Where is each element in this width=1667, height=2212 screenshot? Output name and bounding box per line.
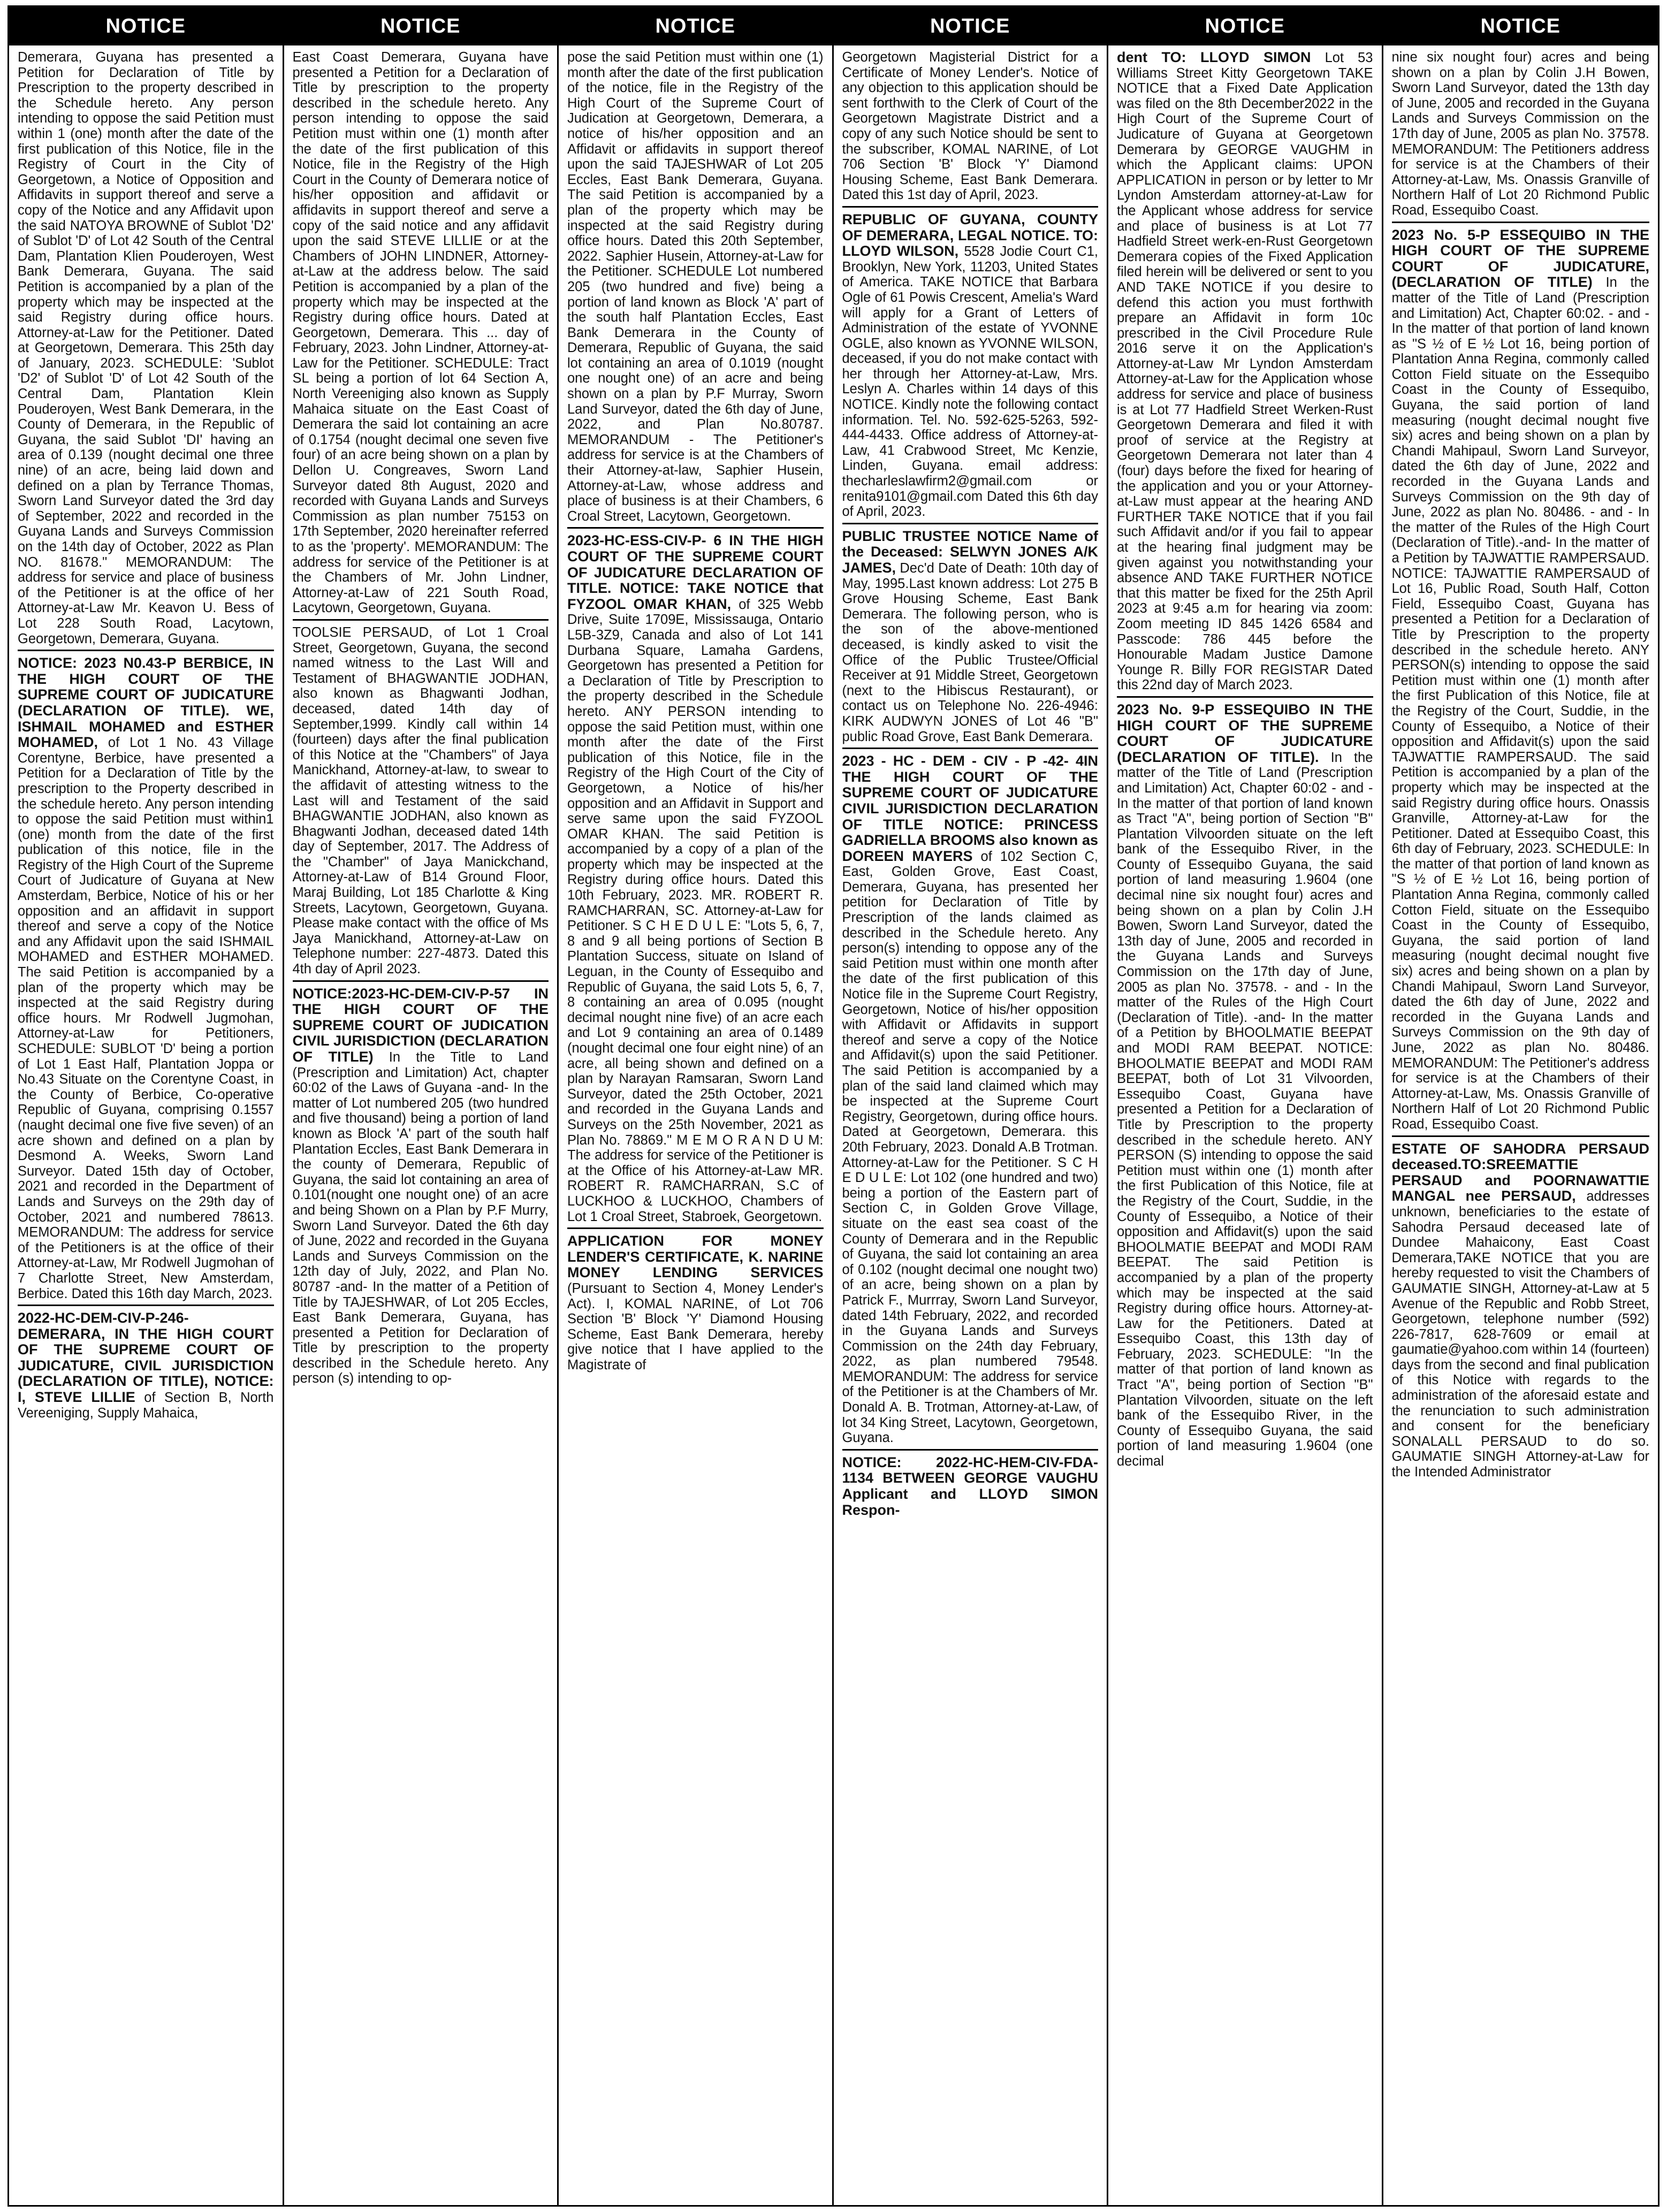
notice-heading: NOTICE: 2023 N0.43-P BERBICE, IN THE HIGH COURT OF THE SUPREME COURT OF JUDICATURE (DECLARATION OF TITLE). WE, ISHMAIL MOHAMED and ESTHER MOHAMED, — [18, 655, 274, 751]
column-body — [284, 45, 558, 1386]
column-body — [9, 45, 283, 1421]
notice-text: of 325 Webb Drive, Suite 1709E, Mississauga, Ontario L5B-3Z9, Canada and also of Lot 141 Durbana Square, Lamaha Gardens, Georgetown has presented a Petition for a Declaration of Title by Prescription to the property described in the Schedule hereto. ANY PERSON intending to oppose the said Petition must, within one month after the date of the First publication of this Notice, file in the Registry of the High Court of the City of Georgetown, a Notice of his/her opposition and an Affidavit in Support and serve same upon the said FYZOOL OMAR KHAN. The said Petition is accompanied by a copy of a plan of the property which may be inspected at the Registry during office hours. Dated this 10th February, 2023. MR. ROBERT R. RAMCHARRAN, SC. Attorney-at-Law for Petitioner. S C H E D U L E: "Lots 5, 6, 7, 8 and 9 all being portions of Section B Plantation Success, situate on Island of Leguan, in the County of Essequibo and Republic of Guyana, the said Lots 5, 6, 7, 8 containing an area of 0.095 (nought decimal nought nine five) of an acre each and Lot 9 containing an area of 0.1489 (nought decimal one four eight nine) of an acre, all being shown and defined on a plan by Narayan Ramsaran, Sworn Land Surveyor, dated the 25th October, 2021 and recorded in the Guyana Lands and Surveys on the 25th November, 2021 as Plan No. 78869." M E M O R A N D U M: The address for service of the Petitioner is at the Office of his Attorney-at-Law MR. ROBERT R. RAMCHARRAN, S.C of LUCKHOO & LUCKHOO, Chambers of Lot 1 Croal Street, Stabroek, Georgetown. — [567, 597, 824, 1224]
notice-block — [18, 50, 274, 646]
notice-column-1 — [9, 7, 284, 2205]
column-body — [1383, 45, 1658, 1480]
notice-text: addresses unknown, beneficiaries to the estate of Sahodra Persaud deceased late of Dundee Mahaicony, East Coast Demerara,TAKE NOTICE that you are hereby requested to visit the Chambers of GAUMATIE SINGH, Attorney-at-Law at 5 Avenue of the Republic and Robb Street, Georgetown, telephone number (592) 226-7817, 628-7609 or email at gaumatie@yahoo.com within 14 (fourteen) days from the second and final publication of this Notice with regards to the administration of the aforesaid estate and the renunciation to such administration and consent for the beneficiary SONALALL PERSAUD to do so. GAUMATIE SINGH Attorney-at-Law for the Intended Administrator — [1391, 1189, 1649, 1480]
notice-text: of 102 Section C, East, Golden Grove, East Coast, Demerara, Guyana, has presented her petition for Declaration of Title by Prescription of the lands claimed as described in the Schedule hereto. Any person(s) intending to oppose any of the said Petition must within one month after the date of the first publication of this Notice file in the Supreme Court Registry, Georgetown, Notice of his/her opposition with Affidavit or Affidavits in support thereof and serve a copy of the Notice and Affidavit(s) upon the said Petitioner. The said Petition is accompanied by a plan of the said land claimed which may be inspected at the Supreme Court Registry, Georgetown, during office hours. Dated at Georgetown, Demerara. this 20th February, 2023. Donald A.B Trotman. Attorney-at-Law for the Petitioner. S C H E D U L E: Lot 102 (one hundred and two) being a portion of the Eastern part of Section C, in Golden Grove Village, situate on the east sea coast of the County of Demerara and in the Republic of Guyana, the said lot containing an area of 0.102 (nought decimal one nought two) of an acre, being shown on a plan by Patrick F., Murrray, Sworn Land Surveyor, dated 14th February, 2022, and recorded in the Guyana Lands and Surveys Commission on the 24th day February, 2022, as plan numbered 79548. MEMORANDUM: The address for service of the Petitioner is at the Chambers of Mr. Donald A. B. Trotman, Attorney-at-Law, of lot 34 King Street, Lacytown, Georgetown, Guyana. — [842, 849, 1098, 1446]
notice-heading: 2022-HC-DEM-CIV-P-246-DEMERARA, IN THE HIGH COURT OF THE SUPREME COURT OF JUDICATURE, CIVIL JURISDICTION (DECLARATION OF TITLE), NOTICE: I, STEVE LILLIE — [18, 1310, 274, 1406]
notice-block — [842, 206, 1099, 520]
notice-block — [842, 523, 1099, 744]
notice-block — [293, 619, 549, 977]
notice-text: In the matter of the Title of Land (Prescription and Limitation) Act, Chapter 60:02. - and - In the matter of that portion of land known as "S ½ of E ½ Lot 16, being portion of Plantation Anna Regina, commonly called Cotton Field situate on the Essequibo Coast in the County of Essequibo, Guyana, the said portion of land measuring (nought decimal nought five six) acres and being shown on a plan by Chandi Mahipaul, Sworn Land Surveyor, dated the 6th day of June, 2022 and recorded in the Guyana Lands and Surveys Commission on the 9th day of June, 2022 as plan No. 80486. - and - In the matter of the Rules of the High Court (Declaration of Title).-and- In the matter of a Petition by TAJWATTIE RAMPERSAUD. NOTICE: TAJWATTIE RAMPERSAUD of Lot 16, Public Road, South Half, Cotton Field, Essequibo Coast, Guyana has presented a Petition for a Declaration of Title by Prescription to the property described in the schedule hereto. ANY PERSON(s) intending to oppose the said Petition must within one (1) month after the first Publication of this Notice, file at the Registry of the Court, Suddie, in the County of Essequibo, a Notice of their opposition and Affidavit(s) upon the said TAJWATTIE RAMPERSAUD. The said Petition is accompanied by a plan of the property which may be inspected at the said Registry during office hours. Onassis Granville, Attorney-at-Law for the Petitioner. Dated at Essequibo Coast, this 6th day of February, 2023. SCHEDULE: In the matter of that portion of land known as "S ½ of E ½ Lot 16, being portion of Plantation Anna Regina, commonly called Cotton Field, situate on the Essequibo Coast in the County of Essequibo, Guyana, the said portion of land measuring (nought decimal nought five six) acres and being shown on a plan by Chandi Mahipaul, Sworn Land Surveyor, dated the 6th day of June, 2022 and recorded in the Guyana Lands and Surveys Commission on the 9th day of June, 2022 as plan No. 80486. MEMORANDUM: The Petitioner's address for service is at the Chambers of their Attorney-at-Law, Ms. Onassis Granville of Northern Half of Lot 20 Richmond Public Road, Essequibo Coast. — [1391, 275, 1649, 1132]
notice-column-5 — [1108, 7, 1383, 2205]
notice-text: In the matter of the Title of Land (Prescription and Limitation) Act, Chapter 60:02 - and - In the matter of that portion of land known as Tract "A", being portion of Section "B" Plantation Vilvoorden situate on the left bank of the Essequibo River, in the County of Essequibo Guyana, the said portion of land measuring 1.9604 (one decimal nine six nought four) acres and being shown on a plan by Colin J.H Bowen, Sworn Land Surveyor, dated the 13th day of June, 2005 and recorded in the Guyana Lands and Surveys Commission on the 17th day of June, 2005 as plan No. 37578. - and - In the matter of the Rules of the High Court (Declaration of Title). -and- In the matter of a Petition by BHOOLMATIE BEEPAT and MODI RAM BEEPAT. NOTICE: BHOOLMATIE BEEPAT and MODI RAM BEEPAT, both of Lot 31 Vilvoorden, Essequibo Coast, Guyana have presented a Petition for a Declaration of Title by Prescription to the property described in the schedule hereto. ANY PERSON (S) intending to oppose the said Petition must within one (1) month after the first Publication of this Notice, file at the Registry of the Court, Suddie, in the County of Essequibo, a Notice of their opposition and Affidavit(s) upon the said BHOOLMATIE BEEPAT and MODI RAM BEEPAT. The said Petition is accompanied by a plan of the property which may be inspected at the said Registry during office hours. Attorney-at-Law for the Petitioners. Dated at Essequibo Coast, this 13th day of February, 2023. SCHEDULE: "In the matter of that portion of land known as Tract "A", being portion of Section "B" Plantation Vilvoorden, situate on the left bank of the Essequibo River, in the County of Essequibo Guyana, the said portion of land measuring 1.9604 (one decimal — [1117, 750, 1373, 1469]
notice-heading: ESTATE OF SAHODRA PERSAUD deceased.TO:SREEMATTIE PERSAUD and POORNAWATTIE MANGAL nee PERSAUD, — [1391, 1140, 1649, 1204]
notice-block — [842, 1449, 1099, 1518]
notice-block — [293, 980, 549, 1386]
notice-text: Lot 53 Williams Street Kitty Georgetown TAKE NOTICE that a Fixed Date Application was filed on the 8th December2022 in the High Court of the Supreme Court of Judicature of Guyana at Georgetown Demerara by GEORGE VAUGHM in which the Applicant claims: UPON APPLICATION in person or by letter to Mr Lyndon Amsterdam attorney-at-Law for the Applicant whose address for service and place of business is at Lot 77 Hadfield Street werk-en-Rust Georgetown Demerara copies of the Fixed Application filed herein will be delivered or sent to you AND TAKE NOTICE if you desire to defend this action you must forthwith prepare an Affidavit in form 10c prescribed in the Civil Procedure Rule 2016 serve it on the Application's Attorney-at-Law Mr Lyndon Amsterdam Attorney-at-Law for the Application whose address for service and place of business is at Lot 77 Hadfield Street Werken-Rust Georgetown Demerara and filed it with proof of service at the Registry at Georgetown Demerara not later than 4 (four) days before the fixed for hearing of the application and you or your Attorney-at-Law must appear at the hearing AND FURTHER TAKE NOTICE that if you fail such Affidavit and/or if you fail to appear at the hearing final judgment may be given against you notwithstanding your absence AND TAKE FURTHER NOTICE that this matter be fixed for the 25th April 2023 at 9:45 a.m for hearing via zoom: Zoom meeting ID 845 1426 6584 and Passcode: 786 445 before the Honourable Madam Justice Damone Younge R. Billy FOR REGISTAR Dated this 22nd day of March 2023. — [1117, 50, 1373, 693]
notice-heading: 2023 - HC - DEM - CIV - P -42- 4IN THE HIGH COURT OF THE SUPREME COURT OF JUDICATURE CIVIL JURISDICTION DECLARATION OF TITLE NOTICE: PRINCESS GADRIELLA BROOMS also known as DOREEN MAYERS — [842, 753, 1098, 864]
column-header: NOTICE — [1108, 7, 1382, 45]
notice-column-6 — [1383, 7, 1658, 2205]
notice-heading: PUBLIC TRUSTEE NOTICE Name of the Deceased: SELWYN JONES A/K JAMES, — [842, 528, 1098, 576]
notice-text: Dec'd Date of Death: 10th day of May, 1995.Last known address: Lot 275 B Grove Housing Scheme, East Bank Demerara. The following person, who is the son of the above-mentioned deceased, is kindly asked to visit the Office of the Public Trustee/Official Receiver at 91 Middle Street, Georgetown (next to the Hibiscus Restaurant), or contact us on Telephone No. 226-4946: KIRK AUDWYN JONES of Lot 46 "B" public Road Grove, East Bank Demerara. — [842, 561, 1098, 744]
notice-text: of Lot 1 No. 43 Village Corentyne, Berbice, have presented a Petition for a Declaration of Title by the prescription to the Property described in the schedule hereto. Any person intending to oppose the said Petition must within1 (one) month from the date of the first publication of this notice, file in the Registry of the High Court of the Supreme Court of Judicature of Guyana at New Amsterdam, Berbice, Notice of his or her opposition and an affidavit in support thereof and serve a copy of the Notice and any Affidavit upon the said ISHMAIL MOHAMED and ESTHER MOHAMED. The said Petition is accompanied by a plan of the property which may be inspected at the said Registry during office hours. Mr Rodwell Jugmohan, Attorney-at-Law for Petitioners, SCHEDULE: SUBLOT 'D' being a portion of Lot 1 East Half, Plantation Joppa or No.43 Situate on the Corentyne Coast, in the County of Berbice, Co-operative Republic of Guyana, comprising 0.1557 (naught decimal one five five seven) of an acre shown and defined on a plan by Desmond A. Weeks, Sworn Land Surveyor. Dated 15th day of October, 2021 and recorded in the Department of Lands and Surveys on the 29th day of October, 2021 and numbered 78613. MEMORANDUM: The address for service of the Petitioners is at the office of their Attorney-at-Law, Mr Rodwell Jugmohan of 7 Charlotte Street, New Amsterdam, Berbice. Dated this 16th day March, 2023. — [18, 735, 274, 1301]
notice-block — [567, 50, 824, 524]
notice-block — [1392, 222, 1650, 1132]
column-body — [559, 45, 832, 1372]
notice-heading: APPLICATION FOR MONEY LENDER'S CERTIFICATE, K. NARINE MONEY LENDING SERVICES — [567, 1233, 824, 1281]
notice-text: Georgetown Magisterial District for a Certificate of Money Lender's. Notice of any objection to this application should be sent forthwith to the Clerk of Court of the Georgetown Magistrate District and a copy of any such Notice should be sent to the subscriber, KOMAL NARINE, of Lot 706 Section 'B' Block 'Y' Diamond Housing Scheme, East Bank Demerara. Dated this 1st day of April, 2023. — [842, 50, 1098, 203]
notice-block — [18, 1305, 274, 1421]
notice-heading: REPUBLIC OF GUYANA, COUNTY OF DEMERARA, LEGAL NOTICE. TO: LLOYD WILSON, — [842, 211, 1098, 260]
notice-block — [567, 1227, 824, 1372]
notice-heading: NOTICE: 2022-HC-HEM-CIV-FDA-1134 BETWEEN GEORGE VAUGHU Applicant and LLOYD SIMON Respon- — [842, 1454, 1098, 1518]
notice-text: In the Title to Land (Prescription and Limitation) Act, chapter 60:02 of the Laws of Guyana -and- In the matter of Lot numbered 205 (two hundred and five thousand) being a portion of land known as Block 'A' part of the south half Plantation Eccles, East Bank Demerara in the county of Demerara, Republic of Guyana, the said lot containing an area of 0.101(nought one nought one) of an acre and being Shown on a Plan by P.F Murry, Sworn Land Surveyor. Dated the 6th day of June, 2022 and recorded in the Guyana Lands and Surveys Commission on the 12th day of July, 2022, and Plan No. 80787 -and- In the matter of a Petition of Title by TAJESHWAR, of Lot 205 Eccles, East Bank Demerara, Guyana, has presented a Petition for Declaration of Title by prescription to the property described in the Schedule hereto. Any person (s) intending to op- — [292, 1050, 549, 1386]
notice-heading: 2023-HC-ESS-CIV-P- 6 IN THE HIGH COURT OF THE SUPREME COURT OF JUDICATURE DECLARATION OF TITLE. NOTICE: TAKE NOTICE that FYZOOL OMAR KHAN, — [567, 532, 824, 612]
notice-text: (Pursuant to Section 4, Money Lender's Act). I, KOMAL NARINE, of Lot 706 Section 'B' Block 'Y' Diamond Housing Scheme, East Bank Demerara, hereby give notice that I have applied to the Magistrate of — [567, 1280, 824, 1372]
column-body — [834, 45, 1107, 1518]
notice-column-2 — [284, 7, 559, 2205]
column-body — [1108, 45, 1382, 1469]
notice-block — [1392, 1135, 1650, 1480]
notice-block — [1117, 50, 1373, 693]
notice-column-3 — [559, 7, 834, 2205]
notice-text: East Coast Demerara, Guyana have presented a Petition for a Declaration of Title by prescription to the property described in the schedule hereto. Any person intending to oppose the said Petition must within one (1) month after the date of the first publication of this Notice, file in the Registry of the High Court in the County of Demerara notice of his/her opposition and affidavit or affidavits in support thereof and serve a copy of the said notice and any affidavit upon the said STEVE LILLIE or at the Chambers of JOHN LINDNER, Attorney-at-Law at the address below. The said Petition is accompanied by a plan of the property which may be inspected at the Registry during office hours. Dated at Georgetown, Demerara. This ... day of February, 2023. John Lindner, Attorney-at-Law for the Petitioner. SCHEDULE: Tract SL being a portion of lot 64 Section A, North Vereeniging also known as Supply Mahaica situate on the East Coast of Demerara the said lot containing an acre of 0.1754 (nought decimal one seven five four) of an acre being shown on a plan by Dellon U. Congreaves, Sworn Land Surveyor dated 8th August, 2020 and recorded with Guyana Lands and Surveys Commission as plan number 75153 on 17th September, 2020 hereinafter referred to as the 'property'. MEMORANDUM: The address for service of the Petitioner is at the Chambers of Mr. John Lindner, Attorney-at-Law of 221 South Road, Lacytown, Georgetown, Guyana. — [292, 50, 549, 616]
notice-block — [567, 527, 824, 1224]
column-header: NOTICE — [284, 7, 558, 45]
notice-text: 5528 Jodie Court C1, Brooklyn, New York, 11203, United States of America. TAKE NOTICE that Barbara Ogle of 61 Powis Crescent, Amelia's Ward will apply for a Grant of Letters of Administration of the estate of YVONNE OGLE, also known as YVONNE WILSON, deceased, if you do not make contact with her through her Attorney-at-Law, Mrs. Leslyn A. Charles within 14 days of this NOTICE. Kindly note the following contact information. Tel. No. 592-625-5263, 592-444-4433. Office address of Attorney-at-Law, 41 Crabwood Street, Mc Kenzie, Linden, Guyana. email address: thecharleslawfirm2@gmail.com or renita9101@gmail.com Dated this 6th day of April, 2023. — [842, 244, 1098, 520]
notice-column-4 — [834, 7, 1109, 2205]
notice-heading: NOTICE:2023-HC-DEM-CIV-P-57 IN THE HIGH COURT OF THE SUPREME COURT OF JUDICATION CIVIL JURISDICTION (DECLARATION OF TITLE) — [292, 985, 549, 1065]
notice-text: pose the said Petition must within one (1) month after the date of the first publication of the notice, file in the Registry of the High Court of the Supreme Court of Judication at Georgetown, Demerara, a notice of his/her opposition and an Affidavit or affidavits in support thereof upon the said TAJESHWAR of Lot 205 Eccles, East Bank Demerara, Guyana. The said Petition is accompanied by a plan of the property which may be inspected at the said Registry during office hours. Dated this 20th September, 2022. Saphier Husein, Attorney-at-Law for the Petitioner. SCHEDULE Lot numbered 205 (two hundred and five) being a portion of land known as Block 'A' part of the south half Plantation Eccles, East Bank Demerara in the County of Demerara, Republic of Guyana, the said lot containing an area of 0.1019 (nought one nought one) of an acre and being shown on a plan by P.F Murray, Sworn Land Surveyor, dated the 6th day of June, 2022, and Plan No.80787. MEMORANDUM - The Petitioner's address for service is at the Chambers of their Attorney-at-law, Saphier Husein, Attorney-at-Law, whose address and place of business is at their Chambers, 6 Croal Street, Lacytown, Georgetown. — [567, 50, 824, 524]
notice-block — [18, 650, 274, 1301]
notice-text: of Section B, North Vereeniging, Supply Mahaica, — [18, 1390, 274, 1421]
notice-heading: 2023 No. 5-P ESSEQUIBO IN THE HIGH COURT OF THE SUPREME COURT OF JUDICATURE, (DECLARATION OF TITLE) — [1391, 226, 1649, 291]
notice-block — [842, 50, 1099, 203]
notice-block — [293, 50, 549, 616]
notice-block — [1117, 696, 1373, 1469]
notice-block — [842, 747, 1099, 1446]
notice-heading: dent TO: LLOYD SIMON — [1117, 49, 1311, 65]
column-header: NOTICE — [559, 7, 832, 45]
notice-text: nine six nought four) acres and being shown on a plan by Colin J.H Bowen, Sworn Land Surveyor, dated the 13th day of June, 2005 and recorded in the Guyana Lands and Surveys Commission on the 17th day of June, 2005 as plan No. 37578. MEMORANDUM: The Petitioners address for service is at the Chambers of their Attorney-at-Law, Ms. Onassis Granville of Northern Half of Lot 20 Richmond Public Road, Essequibo Coast. — [1391, 50, 1649, 218]
notice-text: Demerara, Guyana has presented a Petition for Declaration of Title by Prescription to the property described in the Schedule hereto. Any person intending to oppose the said Petition must within 1 (one) month after the date of the first publication of this Notice, file in the Registry of Court in the City of Georgetown, a Notice of Opposition and Affidavits in support thereof and serve a copy of the Notice and any Affidavit upon the said NATOYA BROWNE of Sublot 'D2' of Sublot 'D' of Lot 42 South of the Central Dam, Plantation Klien Pouderoyen, West Bank Demerara, Guyana. The said Petition is accompanied by a plan of the property which may be inspected at the said Registry during office hours. Attorney-at-Law for the Petitioner. Dated at Georgetown, Demerara. This 25th day of January, 2023. SCHEDULE: 'Sublot 'D2' of Sublot 'D' of Lot 42 South of the Central Dam, Plantation Klein Pouderoyen, West Bank Demerara, in the County of Demerara, in the Republic of Guyana, the said Sublot 'DI' having an area of 0.139 (nought decimal one three nine) of an acre, being laid down and defined on a plan by Terrance Thomas, Sworn Land Surveyor dated the 3rd day of September, 2022 and recorded in the Guyana Lands and Surveys Commission on the 14th day of October, 2022 as Plan NO. 81678." MEMORANDUM: The address for service and place of business of the Petitioner is at the office of her Attorney-at-Law Mr. Keavon U. Bess of Lot 228 South Road, Lacytown, Georgetown, Demerara, Guyana. — [18, 50, 274, 646]
column-header: NOTICE — [9, 7, 283, 45]
column-header: NOTICE — [1383, 7, 1658, 45]
notice-text: TOOLSIE PERSAUD, of Lot 1 Croal Street, Georgetown, Guyana, the second named witness to the Last Will and Testament of BHAGWANTIE JODHAN, also known as Bhagwanti Jodhan, deceased, dated 14th day of September,1999. Kindly call within 14 (fourteen) days after the final publication of this Notice at the "Chambers" of Jaya Manickhand, Attorney-at-law, to swear to the affidavit of attesting witness to the Last will and Testament of the said BHAGWANTIE JODHAN, also known as Bhagwanti Jodhan, deceased dated 14th day of September, 2017. The Address of the "Chamber" of Jaya Manickchand, Attorney-at-Law of B14 Ground Floor, Maraj Building, Lot 185 Charlotte & King Streets, Lacytown, Georgetown, Guyana. Please make contact with the office of Ms Jaya Manickhand, Attorney-at-Law on Telephone number: 227-4873. Dated this 4th day of April 2023. — [292, 624, 549, 977]
notice-block — [1392, 50, 1650, 218]
newspaper-page — [7, 5, 1660, 2207]
notice-heading: 2023 No. 9-P ESSEQUIBO IN THE HIGH COURT OF THE SUPREME COURT OF JUDICATURE (DECLARATION OF TITLE). — [1117, 701, 1373, 765]
column-header: NOTICE — [834, 7, 1107, 45]
